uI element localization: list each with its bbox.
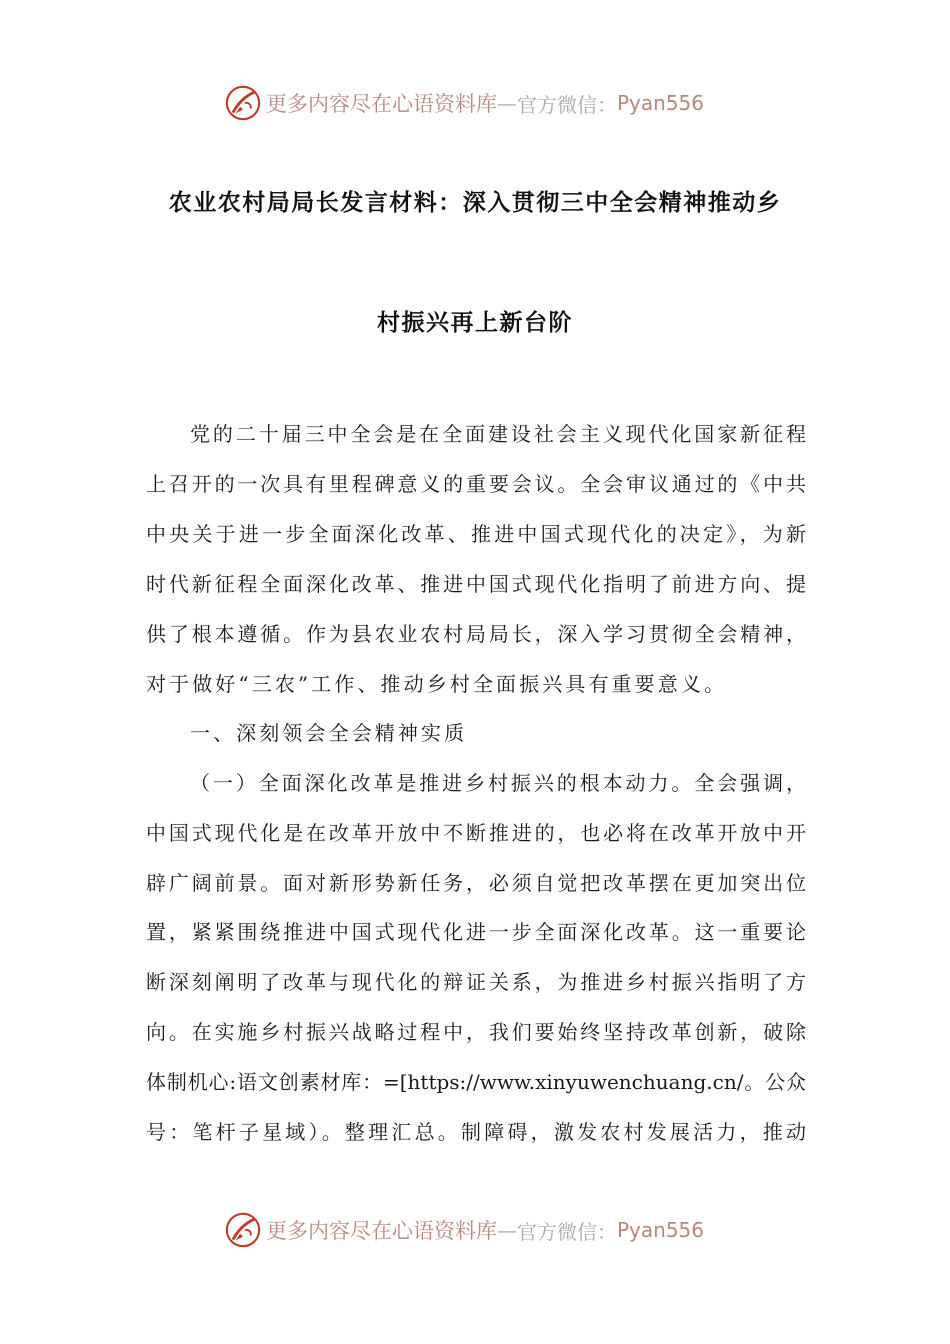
body-line: （一）全面深化改革是推进乡村振兴的根本动力。全会强调， — [190, 771, 806, 795]
section-heading: 一、深刻领会全会精神实质 — [190, 721, 468, 745]
body-line: 体制机心:语文创素材库：=[https://www.xinyuwenchuang.cn/。公众 — [146, 1070, 806, 1094]
body-line: 供了根本遵循。作为县农业农村局局长，深入学习贯彻全会精神， — [146, 622, 806, 646]
body-line: 对于做好“三农”工作、推动乡村全面振兴具有重要意义。 — [146, 672, 728, 696]
watermark-site-text: 更多内容尽在心语资料库 — [266, 1219, 497, 1243]
body-line: 断深刻阐明了改革与现代化的辩证关系，为推进乡村振兴指明了方 — [146, 970, 806, 994]
body-line: 中国式现代化是在改革开放中不断推进的，也必将在改革开放中开 — [146, 821, 806, 845]
header-watermark — [224, 83, 704, 123]
watermark-wechat-label: 官方微信： — [517, 92, 617, 117]
footer-watermark — [224, 1210, 704, 1250]
watermark-wechat-id: Pyan556 — [617, 91, 705, 115]
document-title-line-2: 村振兴再上新台阶 — [377, 310, 573, 336]
pen-logo-icon — [224, 84, 262, 122]
body-line: 党的二十届三中全会是在全面建设社会主义现代化国家新征程 — [190, 422, 806, 446]
watermark-wechat-label: 官方微信： — [517, 1219, 617, 1244]
body-line: 时代新征程全面深化改革、推进中国式现代化指明了前进方向、提 — [146, 572, 806, 596]
watermark-site-text: 更多内容尽在心语资料库 — [266, 92, 497, 116]
body-line: 上召开的一次具有里程碑意义的重要会议。全会审议通过的《中共 — [146, 472, 806, 496]
body-line: 辟广阔前景。面对新形势新任务，必须自觉把改革摆在更加突出位 — [146, 871, 806, 895]
watermark-wechat-id: Pyan556 — [617, 1218, 705, 1242]
body-line: 中央关于进一步全面深化改革、推进中国式现代化的决定》，为新 — [146, 522, 806, 546]
body-line: 号：笔杆子星域）。整理汇总。制障碍，激发农村发展活力，推动 — [146, 1120, 806, 1144]
document-title-line-1: 农业农村局局长发言材料：深入贯彻三中全会精神推动乡 — [168, 190, 782, 216]
watermark-separator: — — [497, 1218, 517, 1242]
watermark-separator: — — [497, 91, 517, 115]
body-line: 向。在实施乡村振兴战略过程中，我们要始终坚持改革创新，破除 — [146, 1020, 806, 1044]
pen-logo-icon — [224, 1211, 262, 1249]
body-line: 置，紧紧围绕推进中国式现代化进一步全面深化改革。这一重要论 — [146, 920, 806, 944]
